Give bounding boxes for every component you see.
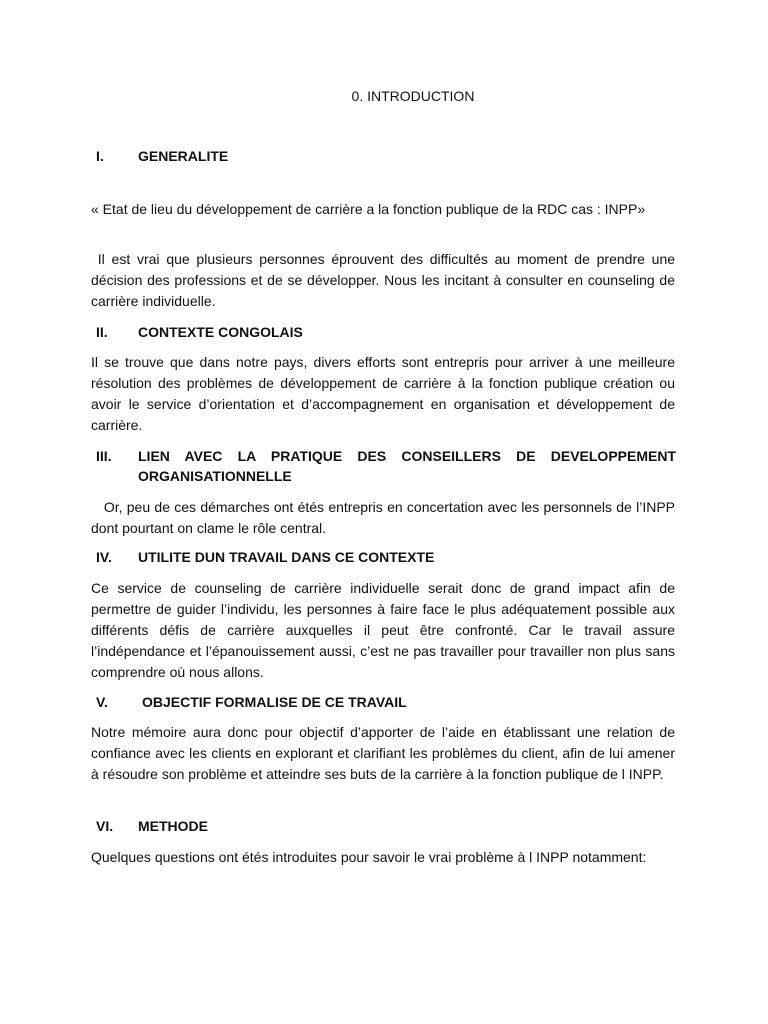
- document-title: 0. INTRODUCTION: [351, 88, 475, 104]
- section-title: UTILITE DUN TRAVAIL DANS CE CONTEXTE: [138, 549, 435, 565]
- section-heading-generalite: [96, 146, 676, 166]
- paragraph: Ce service de counseling de carrière individuelle serait donc de grand impact afin de permettre de guider l’individu, les personnes à faire face le plus adéquatement possible aux différents défis de carrière auxquelles il peut être confronté. Car le travail assure l’indépendance et l’épanouissement aussi, c’est ne pas travailler pour travailler non plus sans comprendre où nous allons.: [91, 580, 675, 680]
- section-heading-lien-pratique: [96, 446, 676, 486]
- paragraph: Quelques questions ont étés introduites pour savoir le vrai problème à l INPP notamment:: [91, 849, 647, 865]
- paragraph: Or, peu de ces démarches ont étés entrepris en concertation avec les personnels de l’INPP dont pourtant on clame le rôle central.: [91, 499, 679, 536]
- section-title: METHODE: [138, 818, 208, 834]
- paragraph: Il se trouve que dans notre pays, divers efforts sont entrepris pour arriver à une meilleure résolution des problèmes de développement de carrière à la fonction publique création ou avoir le service d’orientation et d’accompagnement en organisation et développement de carrière.: [91, 354, 675, 433]
- section-number: VI.: [96, 818, 114, 834]
- section-number: I.: [96, 148, 104, 164]
- paragraph: Notre mémoire aura donc pour objectif d’apporter de l’aide en établissant une relation de confiance avec les clients en explorant et clarifiant les problèmes du client, afin de lui amener à résoudre son problème et atteindre ses buts de la carrière à la fonction publique de l INPP.: [91, 724, 675, 782]
- section-heading-utilite: [96, 547, 676, 567]
- paragraph: « Etat de lieu du développement de carrière a la fonction publique de la RDC cas : INPP»: [91, 201, 646, 217]
- section-number: III.: [96, 448, 112, 464]
- section-title: CONTEXTE CONGOLAIS: [138, 324, 303, 340]
- section-title: OBJECTIF FORMALISE DE CE TRAVAIL: [142, 694, 407, 710]
- section-number: II.: [96, 324, 108, 340]
- section-number: IV.: [96, 549, 112, 565]
- section-heading-objectif: [96, 692, 676, 712]
- section-title: LIEN AVEC LA PRATIQUE DES CONSEILLERS DE DEVELOPPEMENT ORGANISATIONNELLE: [138, 448, 676, 484]
- section-title: GENERALITE: [138, 148, 229, 164]
- section-number: V.: [96, 694, 108, 710]
- section-heading-methode: [96, 816, 676, 836]
- section-heading-contexte-congolais: [96, 322, 676, 342]
- paragraph: Il est vrai que plusieurs personnes éprouvent des difficultés au moment de prendre une décision des professions et de se développer. Nous les incitant à consulter en counseling de carrière individuelle.: [91, 251, 679, 309]
